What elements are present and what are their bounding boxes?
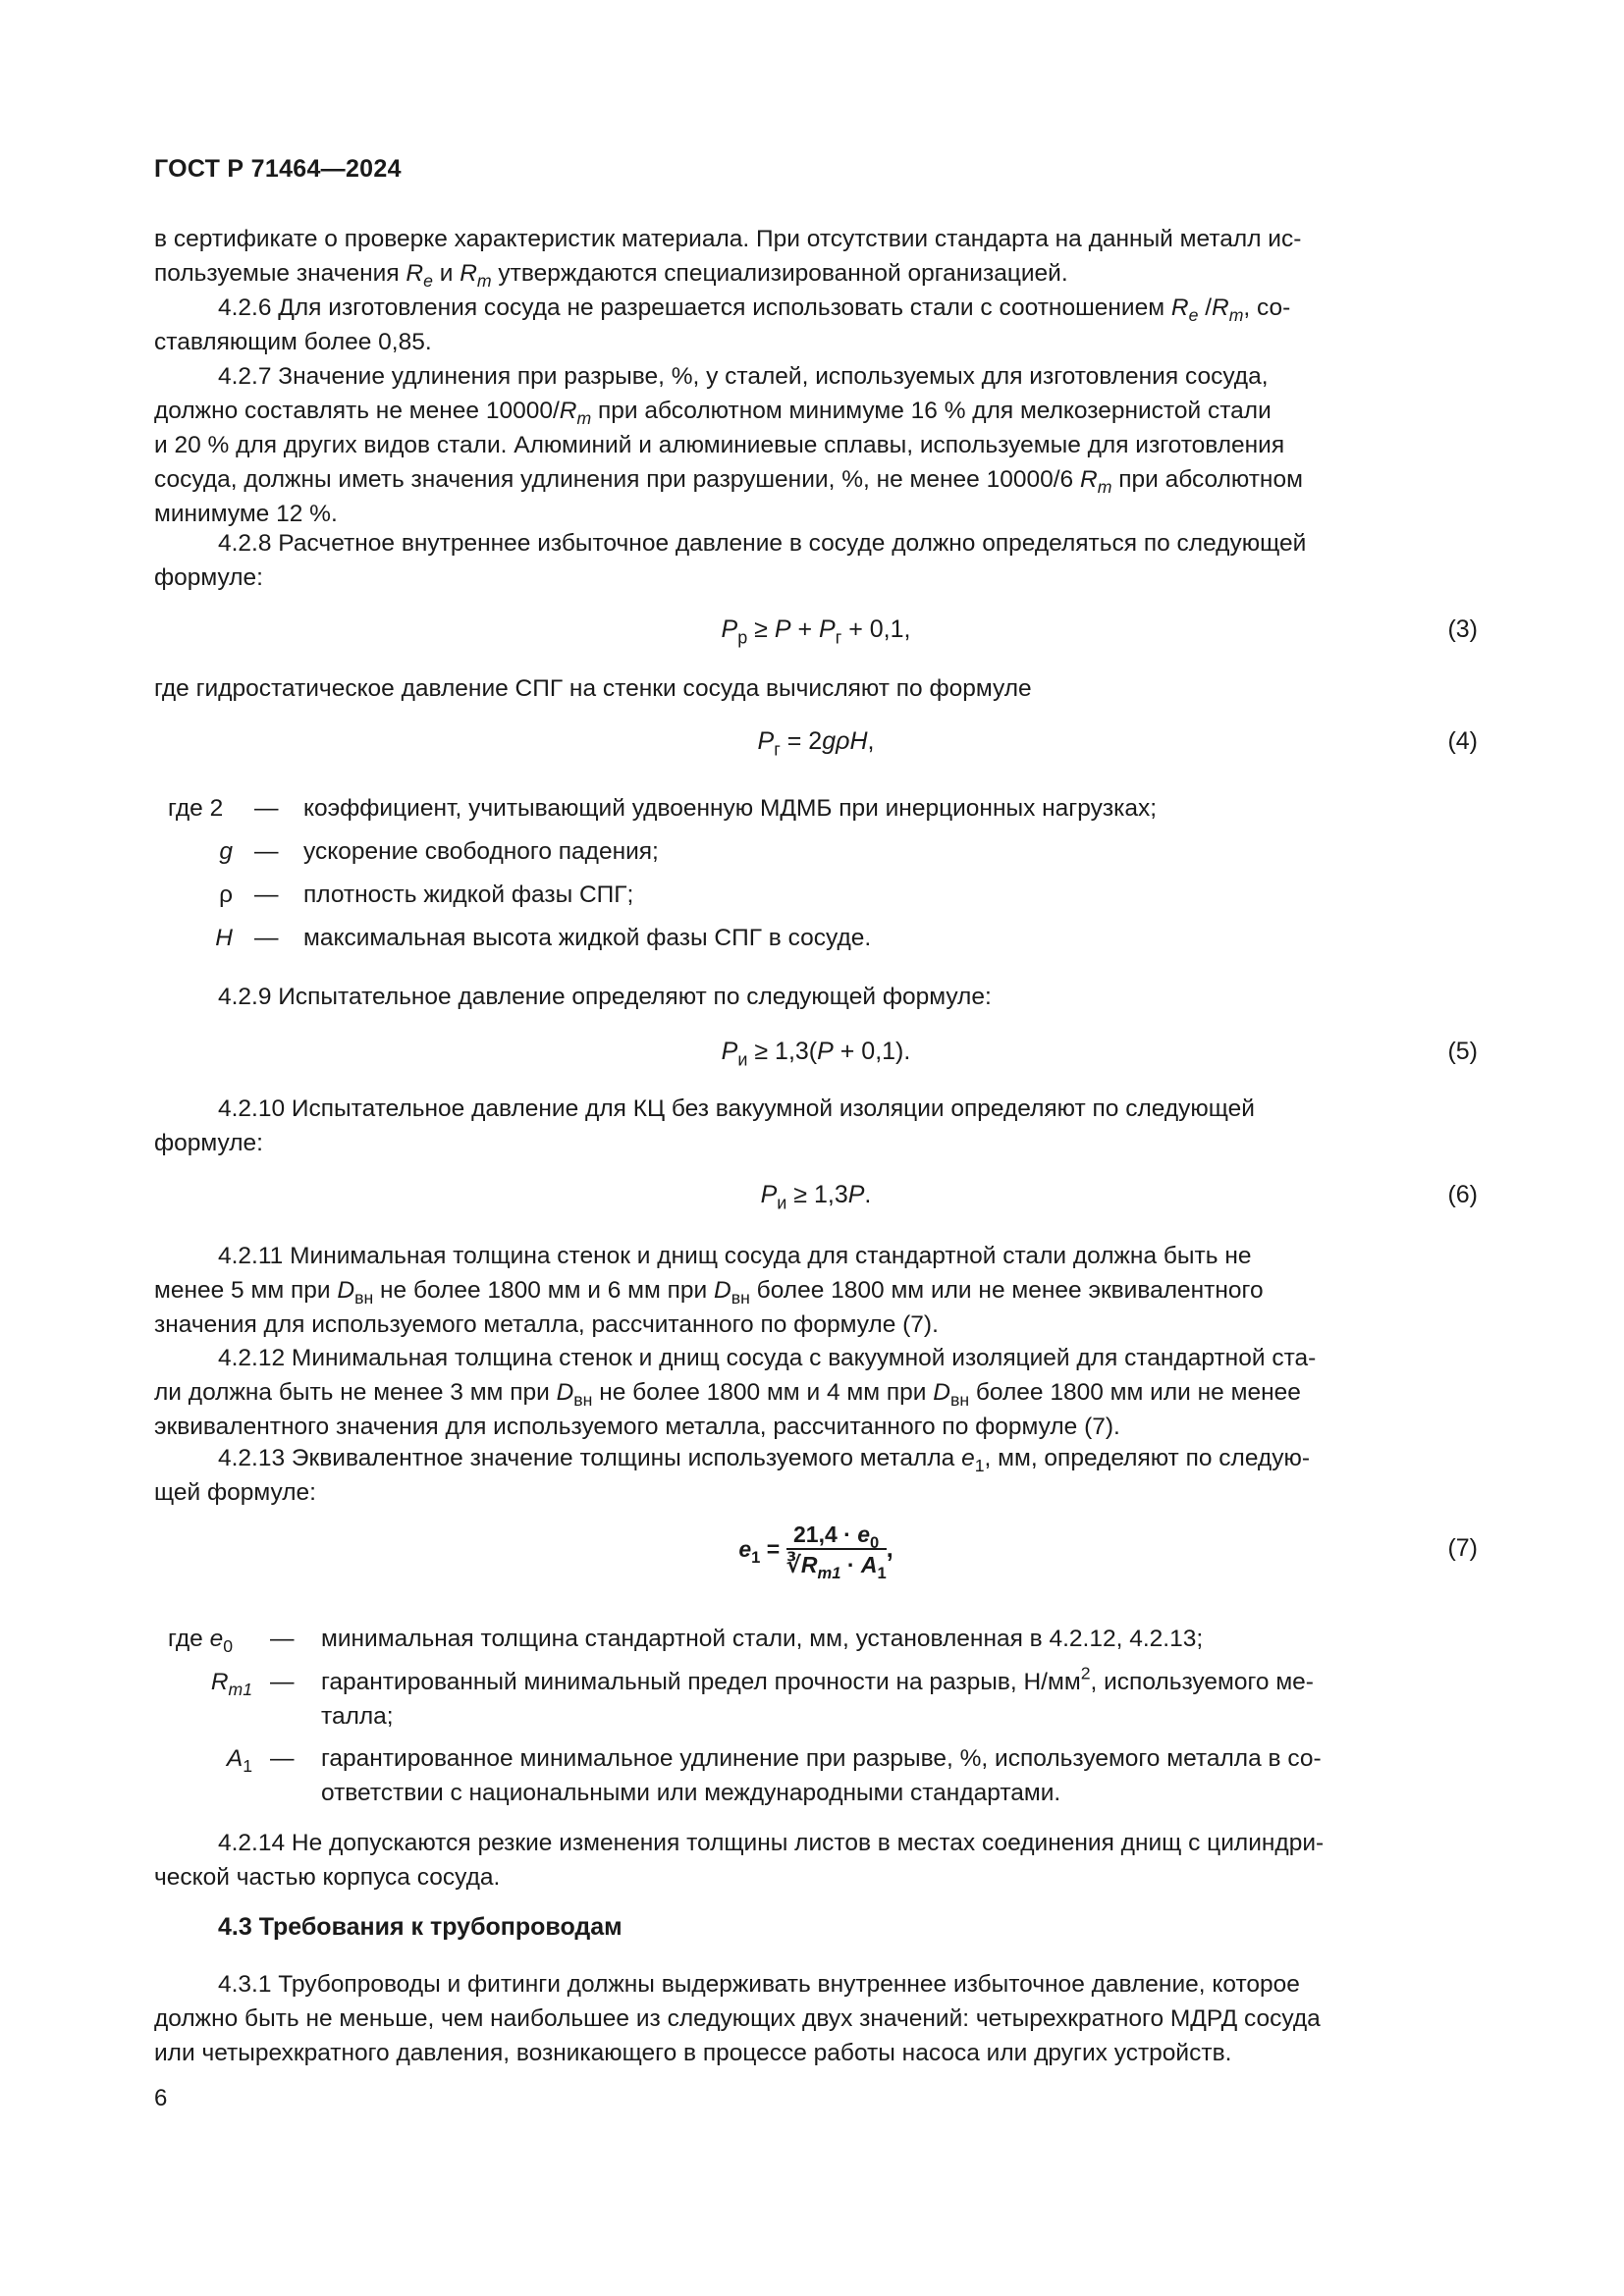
paragraph-4-2-7	[154, 359, 1478, 531]
formula: $e_1$ = $\frac{21,4 \cdot e_0}{∛R_{m1} \cdot A_1}$ ,	[738, 1522, 893, 1583]
document-page: ГОСТ Р 71464—2024 в сертификате о проверке характеристик материала. При отсутствии стандарта на данный металл ис- пользуемые значения $R_e$ и $R_m$ утверждаются специализированной организацией. 4.2.6 Для изготовления сосуда не разрешается использовать стали с соотношением $R_e$ $/R_m$, со- ставляющим более 0,85. 4.2.7 Значение удлинения при разрыве, %, у сталей, используемых для изготовления сосуда, должно составлять не менее $10000/R_m$ при абсолютном минимуме 16 % для мелкозернистой стали и 20 % для других видов стали. Алюминий и алюминиевые сплавы, используемые для изготовления сосуда, должны иметь значения удлинения при разрушении, %, не менее 10000/6 $R_m$ при абсолютном минимуме 12 %. 4.2.8 Расчетное внутреннее избыточное давление в сосуде должно определяться по следующей формуле: $P_р \ge P + P_г + 0,1$, (3) где гидростатическое давление СПГ на стенки сосуда вычисляют по формуле $P_г = 2g\rho H$, (4) где 2 — коэффициент, учитывающий удвоенную МДМБ при инерционных нагрузках; g — ускорение свободного падения; ρ — плотность жидкой фазы СПГ; H — максимальная высота жидкой фазы СПГ в сосуде. 4.2.9 Испытательное давление определяют по следующей формуле: $P_и \ge 1,3(P + 0,1)$. (5) 4.2.10 Испытательное давление для КЦ без вакуумной изоляции определяют по следующей формуле: $P_и \ge 1,3P$. (6) 4.2.11 Минимальная толщина стенок и днищ сосуда для стандартной стали должна быть не менее 5 мм при $D_{вн}$ не более 1800 мм и 6 мм при $D_{вн}$ более 1800 мм или не менее эквивалентного значения для используемого металла, рассчитанного по формуле (7). 4.2.12 Минимальная толщина стенок и днищ сосуда с вакуумной изоляцией для стандартной ста- ли должна быть не менее 3 мм при $D_{вн}$ не более 1800 мм и 4 мм при $D_{вн}$ более 1800 мм или не менее эквивалентного значения для используемого металла, рассчитанного по формуле (7). 4.2.13 Эквивалентное значение толщины используемого металла $e_1$, мм, определяют по следую- щей формуле: $e_1$ = $\frac{21,4 \cdot e_0}{∛R_{m1} \cdot A_1}$ , (7) где $e_0$ — минимальная толщина стандартной стали, мм, установленная в 4.2.12, 4.2.13; $R_{m1}$ — гарантированный минимальный предел прочности на разрыв, $Н/мм^2$, используемого ме- талла; $A_1$ — гарантированное минимальное удлинение при разрыве, %, используемого металла в со- ответствии с национальными или международными стандартами. 4.2.14 Не допускаются резкие изменения толщины листов в местах соединения днищ с цилиндри- ческой частью корпуса сосуда. 4.3 Требования к трубопроводам 4.3.1 Трубопроводы и фитинги должны выдерживать внутреннее избыточное давление, которое должно быть не меньше, чем наибольшее из следующих двух значений: четырехкратного МДРД сосуда или четырехкратного давления, возникающего в процессе работы насоса или других устройств. 6	[0, 0, 1624, 2296]
text-line: пользуемые значения $R_e$ и $R_m$ утверждаются специализированной организацией.	[154, 260, 1068, 292]
equation-7	[154, 1510, 1478, 1588]
text-line: 4.3.1 Трубопроводы и фитинги должны выдерживать внутреннее избыточное давление, которое	[218, 1971, 1300, 1998]
paragraph-4-2-8	[154, 526, 1478, 595]
definition-text: гарантированное минимальное удлинение при разрыве, %, используемого металла в со- ответствии с национальными или международными стандартами.	[321, 1745, 1322, 1806]
paragraph-4-2-9: 4.2.9 Испытательное давление определяют по следующей формуле:	[218, 984, 992, 1010]
text-line: 4.2.10 Испытательное давление для КЦ без вакуумной изоляции определяют по следующей	[218, 1095, 1255, 1122]
paragraph-4-2-12	[154, 1341, 1478, 1444]
equation-4	[154, 724, 1478, 764]
equation-number: (3)	[1447, 615, 1478, 643]
text-line: щей формуле:	[154, 1479, 316, 1506]
text-line: ческой частью корпуса сосуда.	[154, 1864, 501, 1891]
formula: $P_р \ge P + P_г + 0,1$,	[721, 615, 911, 648]
text-line: 4.2.6 Для изготовления сосуда не разрешается использовать стали с соотношением $R_e$ $/R_m$, со-	[218, 294, 1291, 326]
text-line: ставляющим более 0,85.	[154, 329, 432, 355]
text-line: 4.2.14 Не допускаются резкие изменения толщины листов в местах соединения днищ с цилиндри-	[218, 1830, 1325, 1856]
formula: $P_г = 2g\rho H$,	[757, 727, 875, 760]
equation-3	[154, 613, 1478, 652]
paragraph-4-2-13	[154, 1441, 1478, 1510]
paragraph-4-2-10	[154, 1092, 1478, 1160]
text-line: или четырехкратного давления, возникающего в процессе работы насоса или других устройств.	[154, 2040, 1232, 2066]
fraction: $\frac{21,4 \cdot e_0}{∛R_{m1} \cdot A_1}$	[785, 1522, 887, 1583]
text-line: ли должна быть не менее 3 мм при $D_{вн}$ не более 1800 мм и 4 мм при $D_{вн}$ более 1800 мм или не менее	[154, 1379, 1301, 1411]
page-number: 6	[154, 2085, 168, 2111]
text-line: должно быть не меньше, чем наибольшее из следующих двух значений: четырехкратного МДРД сосуда	[154, 2005, 1321, 2032]
equation-5	[154, 1035, 1478, 1074]
equation-6	[154, 1178, 1478, 1217]
text-line: должно составлять не менее $10000/R_m$ при абсолютном минимуме 16 % для мелкозернистой стали	[154, 398, 1272, 429]
text-line: сосуда, должны иметь значения удлинения при разрушении, %, не менее 10000/6 $R_m$ при абсолютном	[154, 466, 1303, 498]
document-header: ГОСТ Р 71464—2024	[154, 155, 402, 183]
text-line: 4.2.11 Минимальная толщина стенок и днищ сосуда для стандартной стали должна быть не	[218, 1243, 1252, 1269]
paragraph-hydrostatic: где гидростатическое давление СПГ на стенки сосуда вычисляют по формуле	[154, 675, 1032, 702]
text-line: значения для используемого металла, рассчитанного по формуле (7).	[154, 1311, 939, 1338]
paragraph-4-3-1	[154, 1967, 1478, 2070]
formula: $P_и \ge 1,3(P + 0,1)$.	[721, 1038, 911, 1070]
text-line: 4.2.13 Эквивалентное значение толщины используемого металла $e_1$, мм, определяют по следую-	[218, 1445, 1310, 1476]
equation-number: (5)	[1447, 1038, 1478, 1065]
text-line: минимуме 12 %.	[154, 501, 338, 527]
formula: $P_и \ge 1,3P$.	[760, 1181, 872, 1213]
definition-text: гарантированный минимальный предел прочности на разрыв, $Н/мм^2$, используемого ме- талла;	[321, 1663, 1314, 1730]
text-line: эквивалентного значения для используемого металла, рассчитанного по формуле (7).	[154, 1414, 1120, 1440]
paragraph-4-2-14	[154, 1826, 1478, 1895]
text-line: и 20 % для других видов стали. Алюминий и алюминиевые сплавы, используемые для изготовления	[154, 432, 1285, 458]
text-line: в сертификате о проверке характеристик материала. При отсутствии стандарта на данный металл ис-	[154, 226, 1302, 252]
paragraph-4-2-11	[154, 1239, 1478, 1342]
text-line: 4.2.7 Значение удлинения при разрыве, %, у сталей, используемых для изготовления сосуда,	[218, 363, 1269, 390]
equation-number: (7)	[1447, 1534, 1478, 1562]
paragraph-4-2-6	[154, 291, 1478, 359]
equation-number: (4)	[1447, 727, 1478, 755]
equation-number: (6)	[1447, 1181, 1478, 1208]
paragraph-continuation	[154, 222, 1478, 291]
text-line: формуле:	[154, 1130, 263, 1156]
text-line: формуле:	[154, 564, 263, 591]
section-heading-4-3: 4.3 Требования к трубопроводам	[218, 1913, 623, 1941]
text-line: 4.2.8 Расчетное внутреннее избыточное давление в сосуде должно определяться по следующей	[218, 530, 1307, 557]
text-line: 4.2.12 Минимальная толщина стенок и днищ сосуда с вакуумной изоляцией для стандартной ста-	[218, 1345, 1317, 1371]
text-line: менее 5 мм при $D_{вн}$ не более 1800 мм и 6 мм при $D_{вн}$ более 1800 мм или не менее эквивалентного	[154, 1277, 1264, 1308]
